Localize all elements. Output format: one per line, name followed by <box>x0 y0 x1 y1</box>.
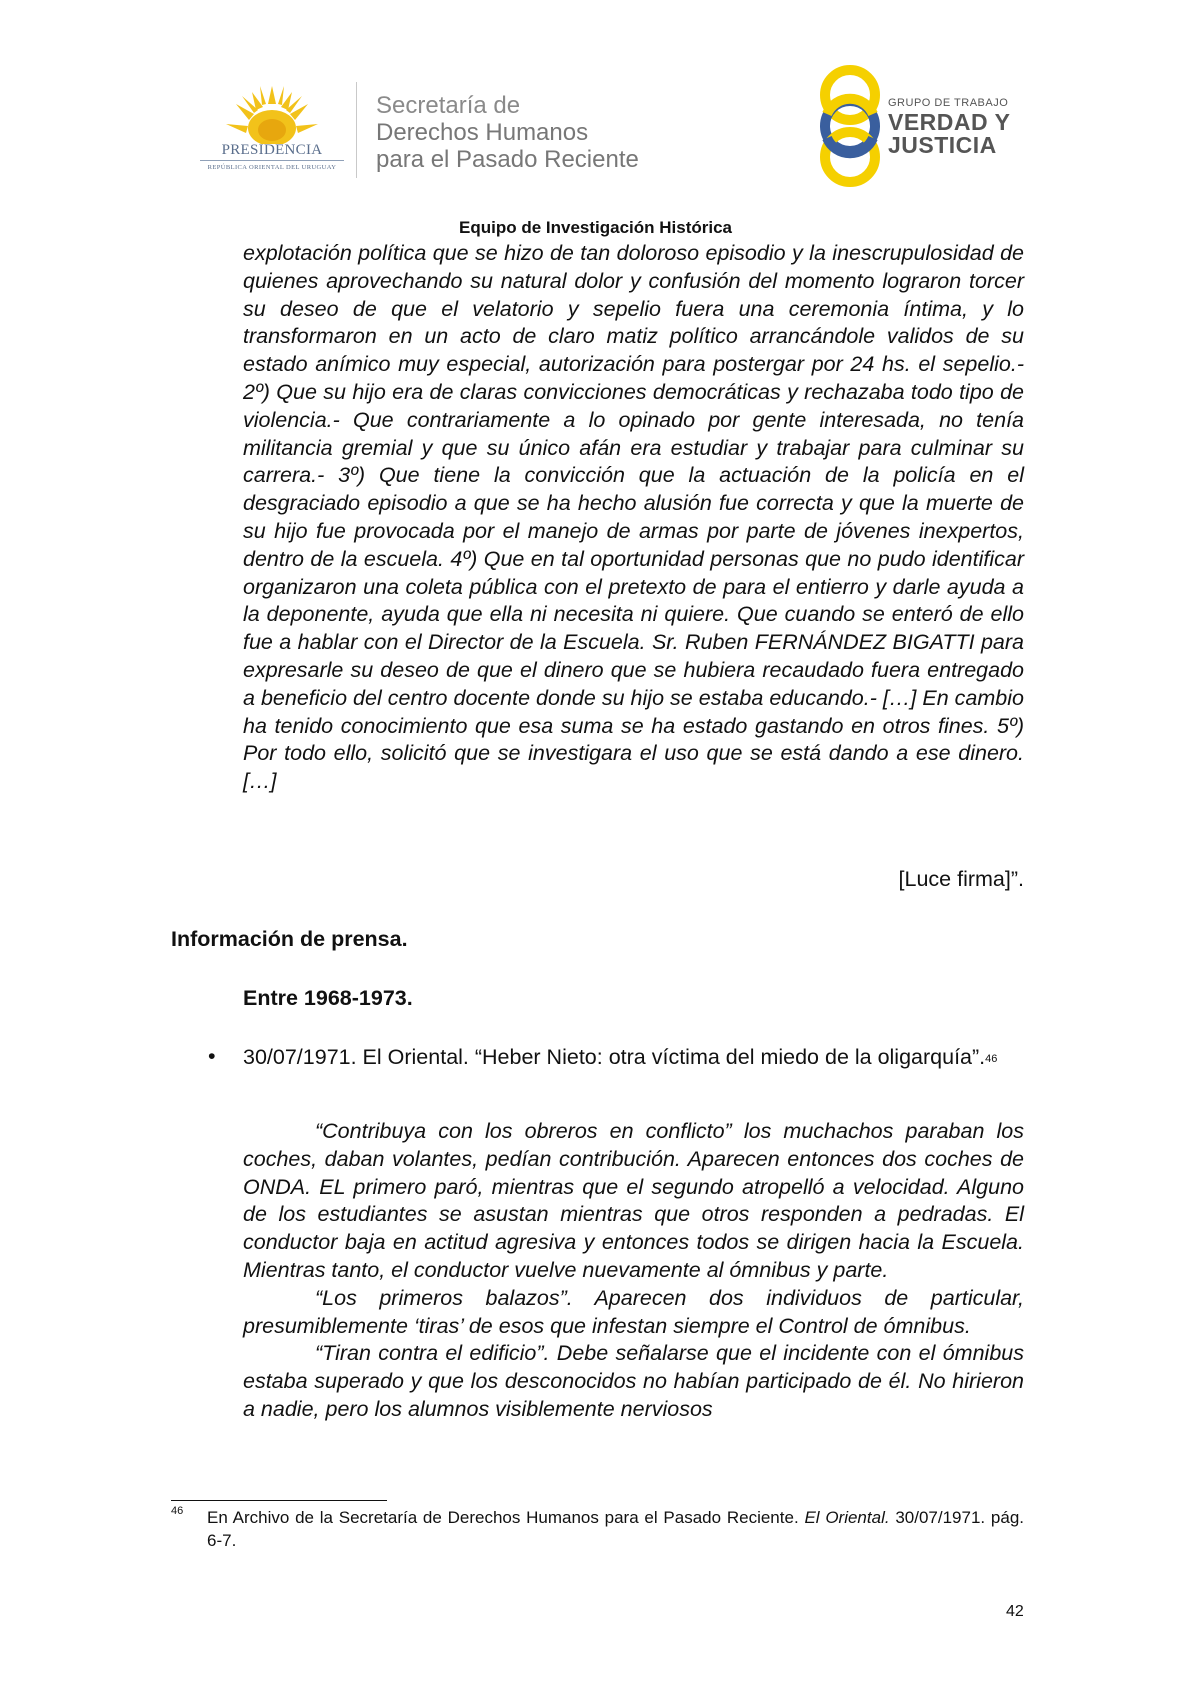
footnote-text <box>207 1506 1024 1552</box>
footnote-text-before: En Archivo de la Secretaría de Derechos Humanos para el Pasado Reciente. <box>207 1508 805 1527</box>
quote-block-1 <box>243 240 1024 796</box>
footnote-separator <box>171 1500 387 1501</box>
bullet-item <box>243 1044 1024 1072</box>
footnote-reference[interactable]: 46 <box>985 1053 998 1065</box>
team-title: Equipo de Investigación Histórica <box>459 218 732 237</box>
footnote-number: 46 <box>171 1505 184 1517</box>
secretaria-line-3: para el Pasado Reciente <box>376 146 639 173</box>
footnote-source-title: El Oriental. <box>804 1508 890 1527</box>
page-number: 42 <box>1006 1603 1024 1620</box>
quote-block-2 <box>243 1118 1024 1424</box>
quote-paragraph: explotación política que se hizo de tan doloroso episodio y la inescrupulosidad de quienes aprovechando su natural dolor y confusión del momento lograron torcer su deseo de que el velatorio y sepelio fuera una ceremonia íntima, y lo transformaron en un acto de claro matiz político arrancándole validos de su estado anímico muy especial, autorización para postergar por 24 hs. el sepelio.- 2º) Que su hijo era de claras convicciones democráticas y rechazaba todo tipo de violencia.- Que contrariamente a lo opinado por gente interesada, no tenía militancia gremial y que su único afán era estudiar y trabajar para culminar su carrera.- 3º) Que tiene la convicción que la actuación de la policía en el desgraciado episodio a que se ha hecho alusión fue correcta y que la muerte de su hijo fue provocada por el manejo de armas por parte de jóvenes inexpertos, dentro de la escuela. 4º) Que en tal oportunidad personas que no pudo identificar organizaron una coleta pública con el pretexto de para el entierro y darle ayuda a la deponente, ayuda que ella ni necesita ni quiere. Que cuando se enteró de ello fue a hablar con el Director de la Escuela. Sr. Ruben FERNÁNDEZ BIGATTI para expresarle su deseo de que el dinero que se hubiera recaudado fuera entregado a beneficio del centro docente donde su hijo se estaba educando.- […] En cambio ha tenido conocimiento que esa suma se ha estado gastando en otros fines. 5º) Por todo ello, solicitó que se investigara el uso que se está dando a ese dinero.[…] <box>243 241 1024 794</box>
bullet-item-text: 30/07/1971. El Oriental. “Heber Nieto: otra víctima del miedo de la oligarquía”. <box>243 1045 986 1069</box>
quote-paragraph: “Los primeros balazos”. Aparecen dos individuos de particular, presumiblemente ‘tiras’ de esos que infestan siempre el Control de ómnibus. <box>243 1285 1024 1338</box>
secretaria-line-1: Secretaría de <box>376 92 521 119</box>
linked-rings-icon <box>812 64 888 188</box>
presidencia-logo <box>196 80 348 180</box>
gtvj-line-3: JUSTICIA <box>888 132 997 158</box>
gtvj-line-1: GRUPO DE TRABAJO <box>888 97 1009 109</box>
secretaria-line-2: Derechos Humanos <box>376 119 589 146</box>
bullet-marker: • <box>208 1044 216 1068</box>
presidencia-rule <box>200 160 344 161</box>
signature-note: [Luce firma]”. <box>898 867 1024 891</box>
presidencia-subtitle: REPÚBLICA ORIENTAL DEL URUGUAY <box>207 164 337 171</box>
page-header <box>0 0 1191 210</box>
subsection-heading: Entre 1968-1973. <box>243 986 413 1010</box>
secretaria-title <box>376 92 639 173</box>
verdad-justicia-logo <box>812 64 1032 188</box>
section-heading: Información de prensa. <box>171 927 408 951</box>
quote-paragraph: “Tiran contra el edificio”. Debe señalarse que el incidente con el ómnibus estaba superado y que los desconocidos no habían participado de él. No hirieron a nadie, pero los alumnos visiblemente nerviosos <box>243 1341 1024 1421</box>
quote-paragraph: “Contribuya con los obreros en conflicto” los muchachos paraban los coches, daban volantes, pedían contribución. Aparecen entonces dos coches de ONDA. EL primero paró, mientras que el segundo atropelló a velocidad. Alguno de los estudiantes se asustan mientras que otros responden a pedradas. El conductor baja en actitud agresiva y entonces todos se dirigen hacia la Escuela. Mientras tanto, el conductor vuelve nuevamente al ómnibus y parte. <box>243 1119 1024 1282</box>
footnote-text-after: 30/07/1971. pág. 6-7. <box>207 1508 1024 1550</box>
header-divider <box>356 82 357 178</box>
sun-icon <box>196 80 348 144</box>
presidencia-name: PRESIDENCIA <box>221 142 323 158</box>
gtvj-line-2: VERDAD Y <box>888 109 1011 135</box>
